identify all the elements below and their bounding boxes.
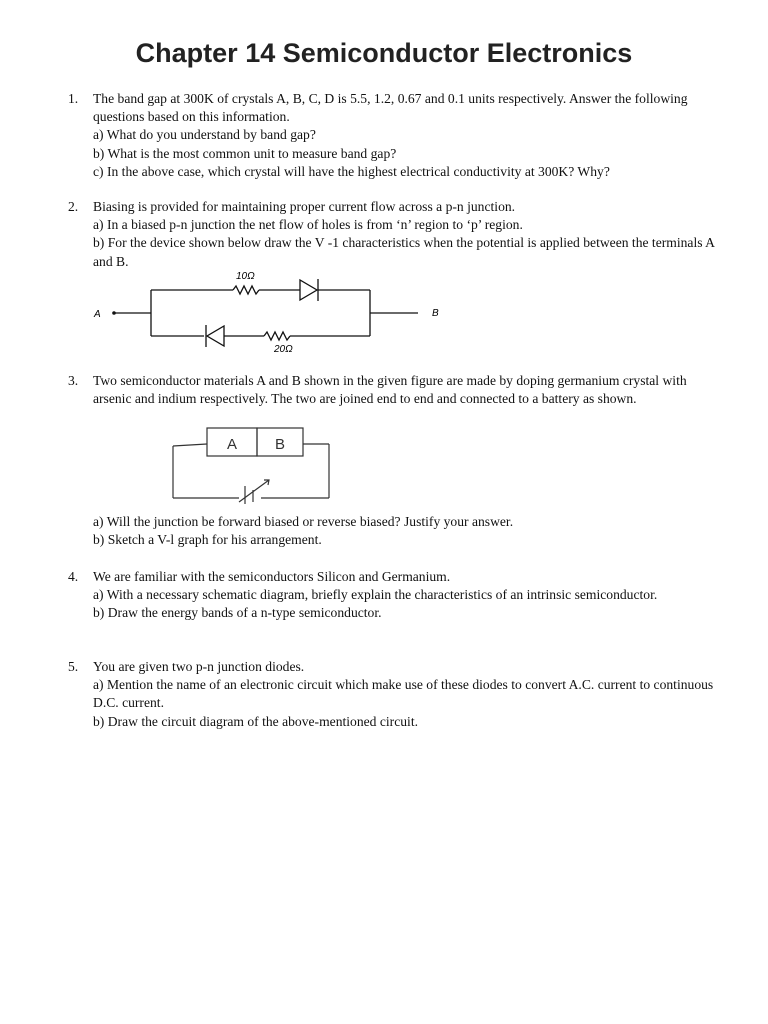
question-2 — [68, 198, 718, 271]
circuit-diagram-diodes — [88, 268, 448, 356]
circuit-diagram-junction — [165, 424, 340, 504]
terminal-a-dot — [112, 311, 116, 315]
terminal-b-label: B — [432, 308, 439, 319]
resistor-top-label: 10Ω — [236, 271, 255, 282]
question-number: 2. — [68, 199, 79, 214]
block-a-label: A — [227, 436, 238, 453]
question-part: a) With a necessary schematic diagram, briefly explain the characteristics of an intrinsic semiconductor. — [93, 587, 658, 603]
question-number: 1. — [68, 91, 79, 106]
question-part: b) For the device shown below draw the V -1 characteristics when the potential is applied between the terminals A and B. — [93, 235, 715, 269]
question-text: The band gap at 300K of crystals A, B, C, D is 5.5, 1.2, 0.67 and 0.1 units respectively. Answer the following questions based on this information. — [93, 91, 688, 125]
question-part: b) Draw the circuit diagram of the above-mentioned circuit. — [93, 713, 418, 729]
question-part: b) What is the most common unit to measure band gap? — [93, 145, 397, 161]
question-text: Biasing is provided for maintaining proper current flow across a p-n junction. — [93, 199, 516, 214]
question-part: a) Mention the name of an electronic circuit which make use of these diodes to convert A.C. current to continuous D.C. current. — [93, 677, 714, 711]
question-4 — [68, 568, 718, 623]
page-title: Chapter 14 Semiconductor Electronics — [135, 38, 633, 68]
diode-bottom-icon — [206, 325, 224, 347]
question-part: b) Sketch a V-l graph for his arrangement. — [93, 532, 322, 548]
block-b-label: B — [275, 436, 286, 453]
terminal-a-label: A — [94, 309, 101, 320]
question-part: a) In a biased p-n junction the net flow of holes is from ‘n’ region to ‘p’ region. — [93, 217, 523, 233]
question-number: 4. — [68, 569, 79, 584]
diode-top-icon — [300, 279, 318, 301]
question-part: c) In the above case, which crystal will have the highest electrical conductivity at 300K? Why? — [93, 163, 610, 179]
question-part: a) What do you understand by band gap? — [93, 127, 316, 143]
resistor-bottom-label: 20Ω — [274, 344, 293, 355]
question-5 — [68, 658, 718, 731]
question-3-parts — [68, 513, 718, 549]
battery-icon — [239, 480, 269, 504]
question-3 — [68, 372, 718, 408]
question-number: 3. — [68, 373, 79, 388]
question-part: a) Will the junction be forward biased or reverse biased? Justify your answer. — [93, 514, 514, 529]
question-part: b) Draw the energy bands of a n-type semiconductor. — [93, 605, 382, 621]
question-text: Two semiconductor materials A and B shown in the given figure are made by doping germanium crystal with arsenic and indium respectively. The two are joined end to end and connected to a battery as shown. — [93, 373, 687, 407]
question-number: 5. — [68, 659, 79, 674]
question-1 — [68, 90, 718, 181]
question-text: We are familiar with the semiconductors Silicon and Germanium. — [93, 569, 451, 584]
question-text: You are given two p-n junction diodes. — [93, 659, 305, 674]
